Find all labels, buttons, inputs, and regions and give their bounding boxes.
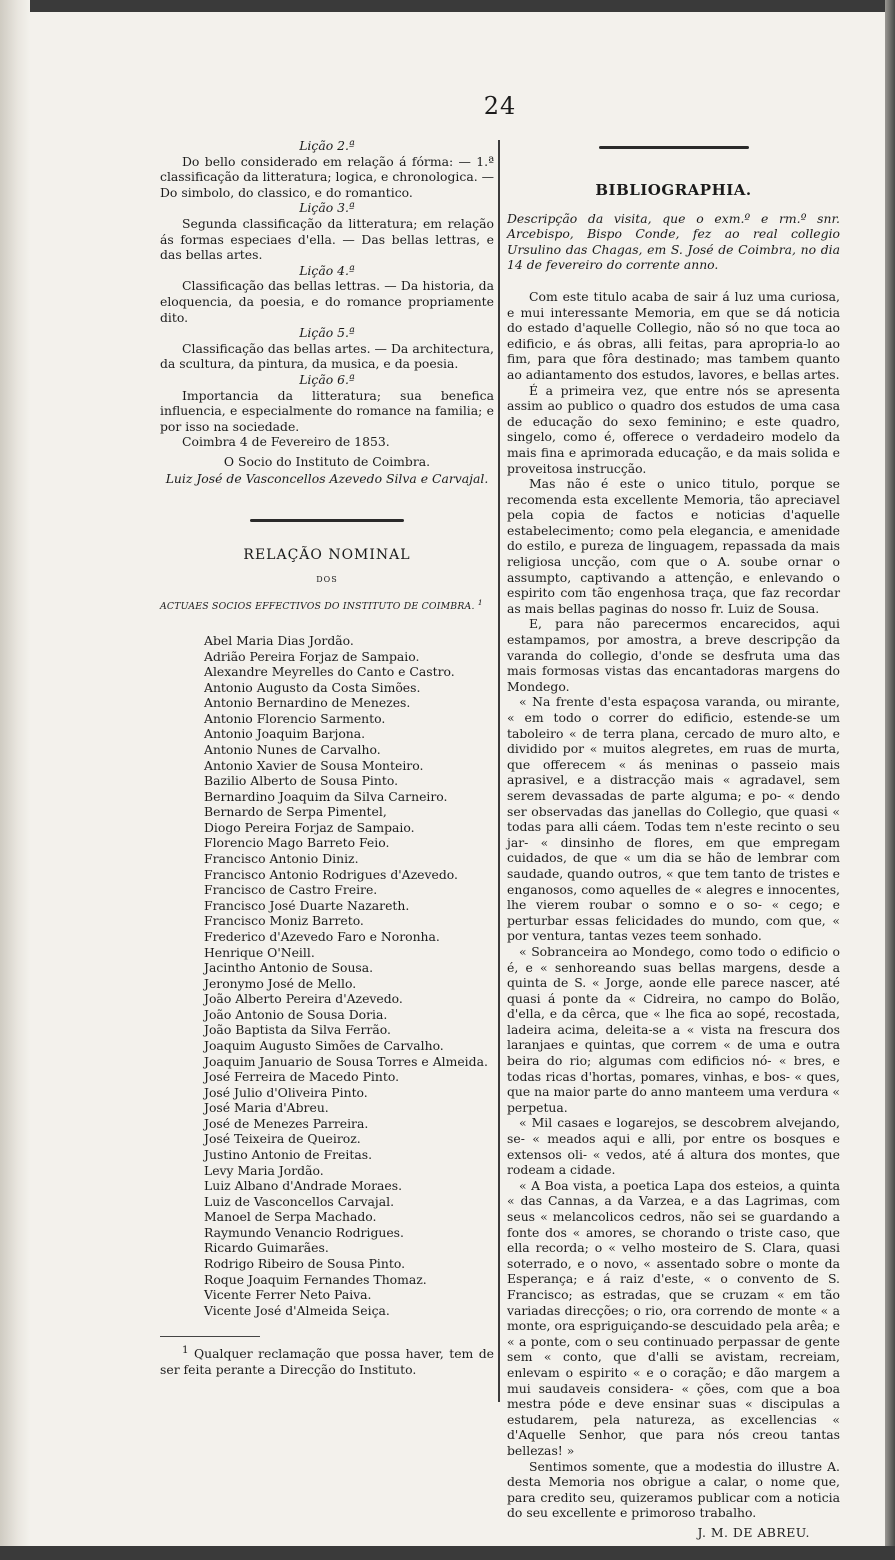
lesson-text: Do bello considerado em relação á fórma: — 1.ª classificação da litteratura; logica, e chronologica. — Do simbolo, do classico, e do romantico.	[160, 153, 494, 200]
member-name: Antonio Augusto da Costa Simões.	[204, 679, 421, 695]
member-name: Joaquim Augusto Simões de Carvalho.	[204, 1037, 444, 1053]
author-line: Luiz José de Vasconcellos Azevedo Silva e Carvajal.	[165, 471, 489, 487]
footnote	[160, 1343, 494, 1377]
socio-line: O Socio do Instituto de Coimbra.	[223, 453, 431, 469]
members-list	[160, 633, 494, 1318]
member-name: Antonio Florencio Sarmento.	[204, 710, 386, 726]
member-name: João Alberto Pereira d'Azevedo.	[204, 991, 403, 1007]
lesson-title: Lição 3.ª	[299, 200, 355, 216]
member-name: Roque Joaquim Fernandes Thomaz.	[204, 1271, 427, 1287]
member-name: Abel Maria Dias Jordão.	[204, 632, 354, 648]
member-name: Florencio Mago Barreto Feio.	[204, 835, 390, 851]
column-divider	[498, 140, 500, 1402]
lesson-title: Lição 2.ª	[299, 138, 355, 153]
member-name: Justino Antonio de Freitas.	[204, 1147, 373, 1163]
lesson-5	[160, 325, 494, 372]
member-name: Antonio Bernardino de Menezes.	[204, 695, 411, 711]
page-binding-shadow	[0, 0, 30, 1560]
relacao-subtitle-text: ACTUAES SOCIOS EFFECTIVOS DO INSTITUTO DE COIMBRA.	[160, 601, 475, 613]
lesson-title: Lição 4.ª	[299, 262, 355, 278]
section-rule	[599, 146, 749, 149]
member-name: Vicente Ferrer Neto Paiva.	[204, 1287, 372, 1303]
member-name: José de Menezes Parreira.	[204, 1115, 369, 1131]
scan-bottom-edge	[0, 1546, 895, 1560]
member-name: Joaquim Januario de Sousa Torres e Almeida.	[204, 1053, 488, 1069]
member-name: Manoel de Serpa Machado.	[204, 1209, 377, 1225]
member-name: Jeronymo José de Mello.	[204, 975, 357, 991]
right-column	[507, 138, 840, 1540]
review-paragraph: Mas não é este o unico titulo, porque se recomenda esta excellente Memoria, tão apreciavel pela copia de factos e noticias d'aquelle estabelecimento; como pela elegancia, e amenidade do estilo, e pureza de linguagem, repassada da mais religiosa uncção, com que o A. soube ornar o assumpto, captivando a attenção, e enlevando o espirito com tão engenhosa traça, que faz recordar as mais bellas paginas do nosso fr. Luiz de Sousa.	[507, 476, 840, 616]
quote-paragraph: « Mil casaes e logarejos, se descobrem alvejando, se- « meados aqui e alli, por entre os bosques e extensos oli- « vedos, até á altura dos montes, que rodeam a cidade.	[507, 1115, 840, 1178]
bibliographia-description: Descripção da visita, que o exm.º e rm.º snr. Arcebispo, Bispo Conde, fez ao real collegio Ursulino das Chagas, em S. José de Coimbra, no dia 14 de fevereiro do corrente anno.	[507, 210, 840, 273]
date-line: Coimbra 4 de Fevereiro de 1853.	[182, 434, 390, 450]
left-column	[160, 138, 494, 1377]
member-name: Adrião Pereira Forjaz de Sampaio.	[204, 648, 420, 664]
relacao-title: RELAÇÃO NOMINAL	[243, 547, 411, 564]
member-name: Levy Maria Jordão.	[204, 1162, 324, 1178]
lesson-text: Segunda classificação da litteratura; em relação ás formas especiaes d'ella. — Das bellas lettras, e das bellas artes.	[160, 215, 494, 263]
member-name: Henrique O'Neill.	[204, 944, 315, 960]
member-name: Francisco Antonio Rodrigues d'Azevedo.	[204, 866, 458, 882]
lesson-text: Classificação das bellas artes. — Da architectura, da scultura, da pintura, da musica, e da poesia.	[160, 340, 494, 372]
member-name: José Maria d'Abreu.	[204, 1100, 329, 1116]
member-name: Jacintho Antonio de Sousa.	[204, 960, 374, 976]
member-name: Francisco José Duarte Nazareth.	[204, 897, 410, 913]
footnote-marker: 1	[477, 598, 483, 608]
lesson-6	[160, 372, 494, 434]
member-name: João Antonio de Sousa Doria.	[204, 1006, 388, 1022]
member-name: Bazilio Alberto de Sousa Pinto.	[204, 773, 399, 789]
member-name: Diogo Pereira Forjaz de Sampaio.	[204, 819, 415, 835]
lesson-text: Classificação das bellas lettras. — Da historia, da eloquencia, da poesia, e do romance propriamente dito.	[160, 278, 494, 325]
review-signature: J. M. DE ABREU.	[697, 1524, 810, 1540]
member-name: Luiz de Vasconcellos Carvajal.	[204, 1193, 395, 1209]
lesson-title: Lição 5.ª	[299, 325, 355, 341]
member-name: José Teixeira de Queiroz.	[204, 1131, 361, 1147]
section-rule	[250, 519, 404, 522]
lesson-3	[160, 200, 494, 262]
lesson-4	[160, 263, 494, 325]
member-name: Rodrigo Ribeiro de Sousa Pinto.	[204, 1256, 406, 1272]
member-name: Antonio Nunes de Carvalho.	[204, 741, 381, 757]
scan-right-edge	[885, 0, 895, 1560]
review-paragraph: Com este titulo acaba de sair á luz uma curiosa, e mui interessante Memoria, em que se dá noticia do estado d'aquelle Collegio, não só no que toca ao edificio, e ás obras, alli feitas, para apropria-lo ao fim, para que fôra destinado; mas tambem quanto ao adiantamento dos estudos, lavores, e bellas artes.	[507, 288, 840, 382]
closing-paragraph: Sentimos somente, que a modestia do illustre A. desta Memoria nos obrigue a calar, o nome que, para credito seu, quizeramos publicar com a noticia do seu excellente e primoroso trabalho.	[507, 1458, 840, 1521]
lesson-text: Importancia da litteratura; sua benefica influencia, e especialmente do romance na familia; e por isso na sociedade.	[160, 387, 494, 434]
review-body	[507, 289, 840, 1541]
lesson-title: Lição 6.ª	[299, 371, 355, 387]
relacao-subtitle	[160, 595, 494, 615]
relacao-dos: DOS	[316, 574, 338, 584]
page-number: 24	[483, 92, 517, 120]
member-name: Francisco Moniz Barreto.	[204, 913, 364, 929]
member-name: Antonio Joaquim Barjona.	[204, 726, 366, 742]
footnote-text: Qualquer reclamação que possa haver, tem de ser feita perante a Direcção do Instituto.	[160, 1346, 494, 1377]
member-name: Vicente José d'Almeida Seiça.	[204, 1302, 390, 1318]
member-name: Antonio Xavier de Sousa Monteiro.	[204, 757, 424, 773]
member-name: Francisco de Castro Freire.	[204, 882, 378, 898]
quote-paragraph: « A Boa vista, a poetica Lapa dos esteios, a quinta « das Cannas, a da Varzea, e a das Lagrimas, com seus « melancolicos cedros, não sei se guardando a fonte dos « amores, se chorando o triste caso, que ella recorda; o « velho mosteiro de S. Clara, quasi soterrado, e o novo, « assentado sobre o monte da Esperança; e á raiz d'este, « o convento de S. Francisco; as estradas, que se cruzam « em tão variadas direcções; o rio, ora correndo de monte « a monte, ora espriguiçando-se descuidado pela arêa; e « a ponte, com o seu continuado perpassar de gente sem « conto, que d'alli se avistam, recreiam, enlevam o espirito « e o coração; e dão margem a mui saudaveis considera- « ções, com que a boa mestra póde e deve ensinar suas « discipulas a estudarem, pela natureza, as excellencias « d'Aquelle Senhor, que para nós creou tantas bellezas! »	[507, 1177, 840, 1458]
scan-top-edge	[0, 0, 895, 12]
member-name: Ricardo Guimarães.	[204, 1240, 329, 1256]
member-name: Raymundo Venancio Rodrigues.	[204, 1224, 404, 1240]
footnote-rule	[160, 1336, 260, 1337]
member-name: Bernardo de Serpa Pimentel,	[204, 804, 387, 820]
lesson-2	[160, 138, 494, 200]
member-name: José Julio d'Oliveira Pinto.	[204, 1084, 368, 1100]
member-name: José Ferreira de Macedo Pinto.	[204, 1069, 400, 1085]
footnote-number: 1	[182, 1344, 189, 1357]
member-name: Bernardino Joaquim da Silva Carneiro.	[204, 788, 448, 804]
member-name: Alexandre Meyrelles do Canto e Castro.	[204, 664, 455, 680]
review-paragraph: E, para não parecermos encarecidos, aqui estampamos, por amostra, a breve descripção da varanda do collegio, d'onde se desfruta uma das mais formosas vistas das encantadoras margens do Mondego.	[507, 616, 840, 694]
member-name: João Baptista da Silva Ferrão.	[204, 1022, 391, 1038]
quote-paragraph: « Sobranceira ao Mondego, como todo o edificio o é, e « senhoreando suas bellas margens, desde a quinta de S. « Jorge, aonde elle parece nascer, até quasi á ponte da « Cidreira, no campo do Bolão, d'ella, e da cêrca, que « lhe fica ao sopé, recostada, ladeira acima, deleita-se a « vista na frescura dos laranjaes e quintas, que correm « de uma e outra beira do rio; algumas com edificios nó- « bres, e todas ricas d'hortas, pomares, vinhas, e bos- « ques, que na maior parte do anno manteem uma verdura « perpetua.	[507, 943, 840, 1115]
member-name: Luiz Albano d'Andrade Moraes.	[204, 1178, 403, 1194]
review-paragraph: É a primeira vez, que entre nós se apresenta assim ao publico o quadro dos estudos de uma casa de educação do sexo feminino; e este quadro, singelo, como é, offerece o verdadeiro modelo da mais fina e aprimorada educação, e da mais solida e proveitosa instrucção.	[507, 382, 840, 476]
quote-paragraph: « Na frente d'esta espaçosa varanda, ou mirante, « em todo o correr do edificio, estende-se um taboleiro « de terra plana, cercado de muro alto, e dividido por « muitos alegretes, em ruas de murta, que offerecem « ás meninas o passeio mais aprasivel, e a distracção mais « agradavel, sem serem devassadas de parte alguma; e po- « dendo ser observadas das janellas do Collegio, que quasi « todas para alli cáem. Todas tem n'este recinto o seu jar- « dinsinho de flores, em que empregam cuidados, de que « um dia se hão de lembrar com saudade, quando outros, « que tem tanto de tristes e enganosos, como aquelles de « alegres e innocentes, lhe vierem roubar o somno e o so- « cego; e perturbar essas felicidades do mundo, com que, « por ventura, tantas vezes teem sonhado.	[507, 694, 840, 944]
member-name: Frederico d'Azevedo Faro e Noronha.	[204, 928, 440, 944]
member-name: Francisco Antonio Diniz.	[204, 851, 359, 867]
bibliographia-title: BIBLIOGRAPHIA.	[595, 181, 752, 199]
